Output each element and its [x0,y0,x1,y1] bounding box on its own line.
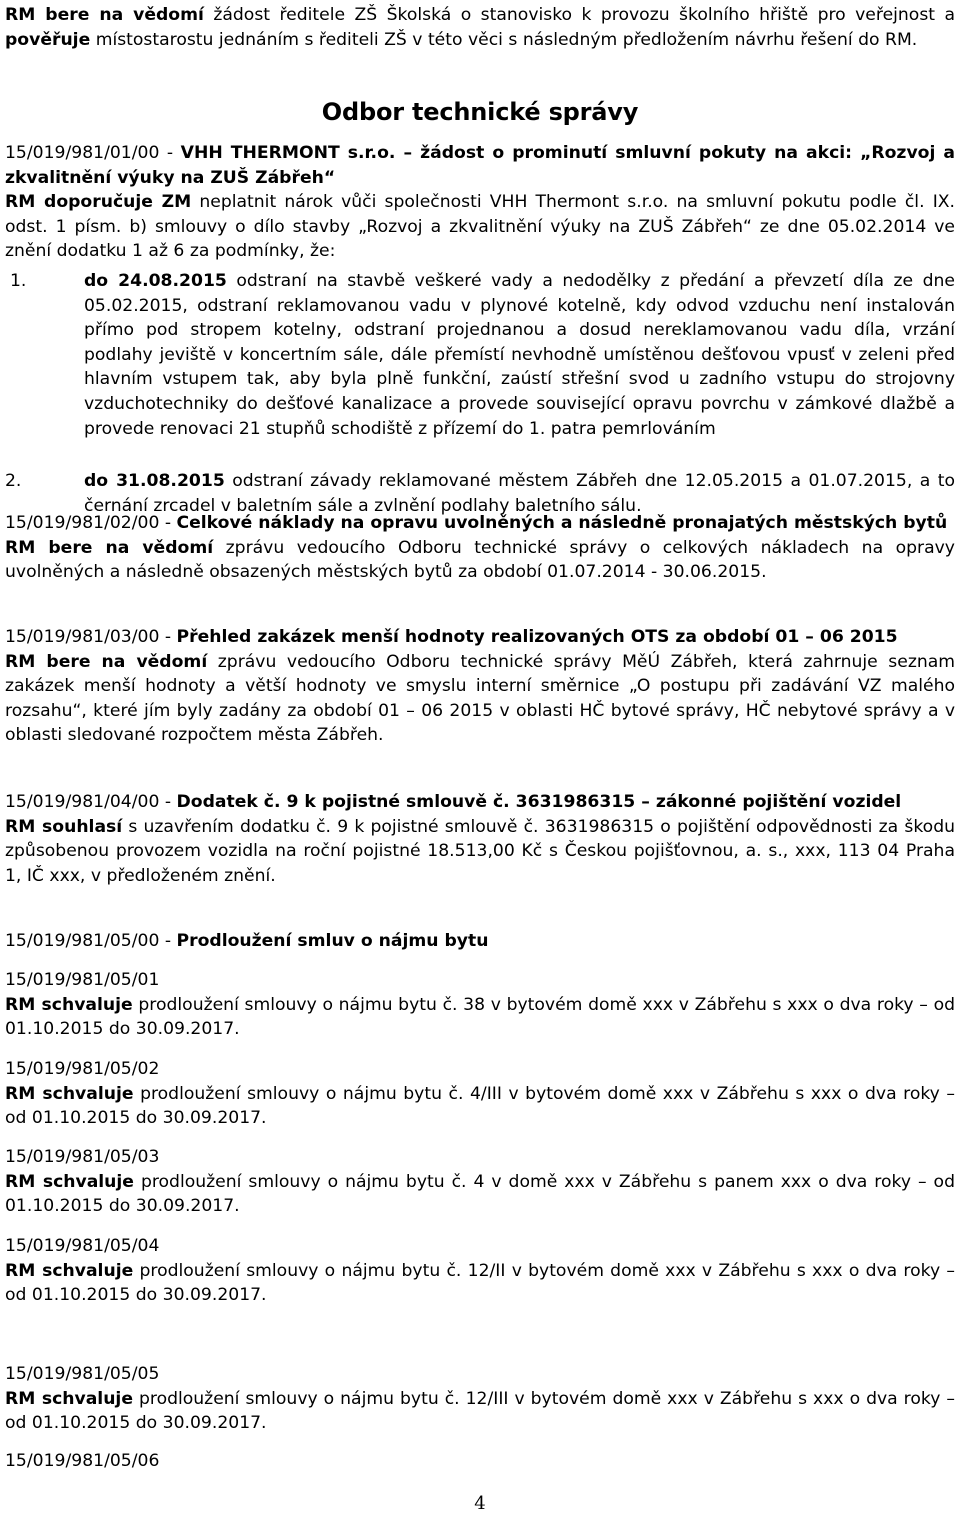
subitem-05-02 [5,1057,955,1131]
subitem-05-01 [5,968,955,1042]
item-04-text: s uzavřením dodatku č. 9 k pojistné smlouvě č. 3631986315 o pojištění odpovědnosti za škodu způsobenou provozem vozidla na roční pojistné 18.513,00 Kč s Českou pojišťovnou, a. s., xxx, 113 04 Praha 1, IČ xxx, v předloženém znění. [5,816,955,886]
item-04-code: 15/019/981/04/00 - [5,792,177,812]
item-05 [5,929,955,954]
item-01-title: VHH THERMONT s.r.o. – žádost o prominutí smluvní pokuty na akci: „Rozvoj a zkvalitnění výuky na ZUŠ Zábřeh“ [5,143,955,188]
subitem-05-06 [5,1449,955,1474]
subitem-05-04-lead: RM schvaluje [5,1260,134,1281]
page-number: 4 [474,1493,486,1514]
item-01 [5,141,955,264]
item-02-title: Celkové náklady na opravu uvolněných a následně pronajatých městských bytů [176,513,948,533]
subitem-05-02-code: 15/019/981/05/02 [5,1059,160,1079]
item-02 [5,511,955,585]
point-1-date: do 24.08.2015 [84,271,227,291]
item-02-lead: RM bere na vědomí [5,537,214,558]
item-03 [5,625,955,748]
subitem-05-02-lead: RM schvaluje [5,1083,134,1104]
item-01-point-1 [5,269,955,441]
point-2-date: do 31.08.2015 [84,471,225,491]
subitem-05-04-text: prodloužení smlouvy o nájmu bytu č. 12/II v bytovém domě xxx v Zábřehu s xxx o dva roky – od 01.10.2015 do 30.09.2017. [5,1260,955,1306]
item-01-code: 15/019/981/01/00 - [5,143,181,163]
item-03-text: zprávu vedoucího Odboru technické správy MěÚ Zábřeh, která zahrnuje seznam zakázek menší hodnoty a větší hodnoty ve smyslu interní směrnice „O postupu při zadávání VZ malého rozsahu“, které jím byly zadány za období 01 – 06 2015 v oblasti HČ bytové správy, HČ nebytové správy a v oblasti sledované rozpočtem města Zábřeh. [5,651,956,746]
item-05-title: Prodloužení smluv o nájmu bytu [176,931,489,951]
item-05-code: 15/019/981/05/00 - [5,931,177,951]
intro-lead-2: pověřuje [5,29,91,50]
subitem-05-01-code: 15/019/981/05/01 [5,970,160,990]
item-02-code: 15/019/981/02/00 - [5,513,177,533]
item-01-lead: RM doporučuje ZM [5,192,192,213]
point-1-number: 1. [10,271,27,291]
subitem-05-05 [5,1362,955,1436]
point-1-text: odstraní na stavbě veškeré vady a nedodělky z předání a převzetí díla ze dne 05.02.2015, odstraní reklamovanou vadu v plynové kotelně, kdy odvod vzduchu není instalován přímo pod stropem kotelny, odstraní projednanou a dosud nereklamovanou vadu díla, vrzání podlahy jeviště v koncertním sále, dále přemístí nevhodně umístěnou dešťovou vpusť v zeleni před hlavním vstupem tak, aby byla plně funkční, zaústí střešní svod u zadního vstupu do strojovny vzduchotechniky do dešťové kanalizace a provede související opravu povrchu v zámkové dlažbě a provede renovaci 21 stupňů schodiště z přízemí do 1. patra pemrlováním [84,271,955,439]
intro-paragraph [5,3,955,52]
item-02-text: zprávu vedoucího Odboru technické správy o celkových nákladech na opravy uvolněných a následně obsazených městských bytů za období 01.07.2014 - 30.06.2015. [5,537,955,583]
subitem-05-04-code: 15/019/981/05/04 [5,1236,160,1256]
subitem-05-01-text: prodloužení smlouvy o nájmu bytu č. 38 v bytovém domě xxx v Zábřehu s xxx o dva roky – od 01.10.2015 do 30.09.2017. [5,994,955,1040]
subitem-05-05-text: prodloužení smlouvy o nájmu bytu č. 12/III v bytovém domě xxx v Zábřehu s xxx o dva roky – od 01.10.2015 do 30.09.2017. [5,1388,955,1434]
item-04-title: Dodatek č. 9 k pojistné smlouvě č. 3631986315 – zákonné pojištění vozidel [176,792,902,812]
item-03-title: Přehled zakázek menší hodnoty realizovaných OTS za období 01 – 06 2015 [176,627,898,647]
subitem-05-03-code: 15/019/981/05/03 [5,1147,160,1167]
intro-lead: RM bere na vědomí [5,5,204,25]
subitem-05-03-text: prodloužení smlouvy o nájmu bytu č. 4 v domě xxx v Zábřehu s panem xxx o dva roky – od 01.10.2015 do 30.09.2017. [5,1171,955,1217]
subitem-05-02-text: prodloužení smlouvy o nájmu bytu č. 4/III v bytovém domě xxx v Zábřehu s xxx o dva roky – od 01.10.2015 do 30.09.2017. [5,1083,955,1129]
item-03-code: 15/019/981/03/00 - [5,627,177,647]
point-2-text: odstraní závady reklamované městem Zábřeh dne 12.05.2015 a 01.07.2015, a to černání zrcadel v baletním sále a zvlnění podlahy baletního sálu. [84,471,955,516]
subitem-05-03 [5,1145,955,1219]
subitem-05-06-code: 15/019/981/05/06 [5,1451,160,1471]
intro-text-2: místostarostu jednáním s řediteli ZŠ v této věci s následným předložením návrhu řešení do RM. [90,29,918,50]
intro-text: žádost ředitele ZŠ Školská o stanovisko k provozu školního hřiště pro veřejnost a [203,5,955,25]
subitem-05-05-lead: RM schvaluje [5,1388,133,1409]
point-2-number: 2. [5,471,22,491]
subitem-05-04 [5,1234,955,1308]
item-04-lead: RM souhlasí [5,816,123,837]
subitem-05-05-code: 15/019/981/05/05 [5,1364,160,1384]
section-title: Odbor technické správy [321,98,639,126]
item-01-text: neplatnit nárok vůči společnosti VHH Thermont s.r.o. na smluvní pokutu podle čl. IX. odst. 1 písm. b) smlouvy o dílo stavby „Rozvoj a zkvalitnění výuky na ZUŠ Zábřeh“ ze dne 05.02.2014 ve znění dodatku 1 až 6 za podmínky, že: [5,192,956,262]
subitem-05-01-lead: RM schvaluje [5,994,133,1015]
item-04 [5,790,955,888]
subitem-05-03-lead: RM schvaluje [5,1171,134,1192]
item-03-lead: RM bere na vědomí [5,651,208,672]
